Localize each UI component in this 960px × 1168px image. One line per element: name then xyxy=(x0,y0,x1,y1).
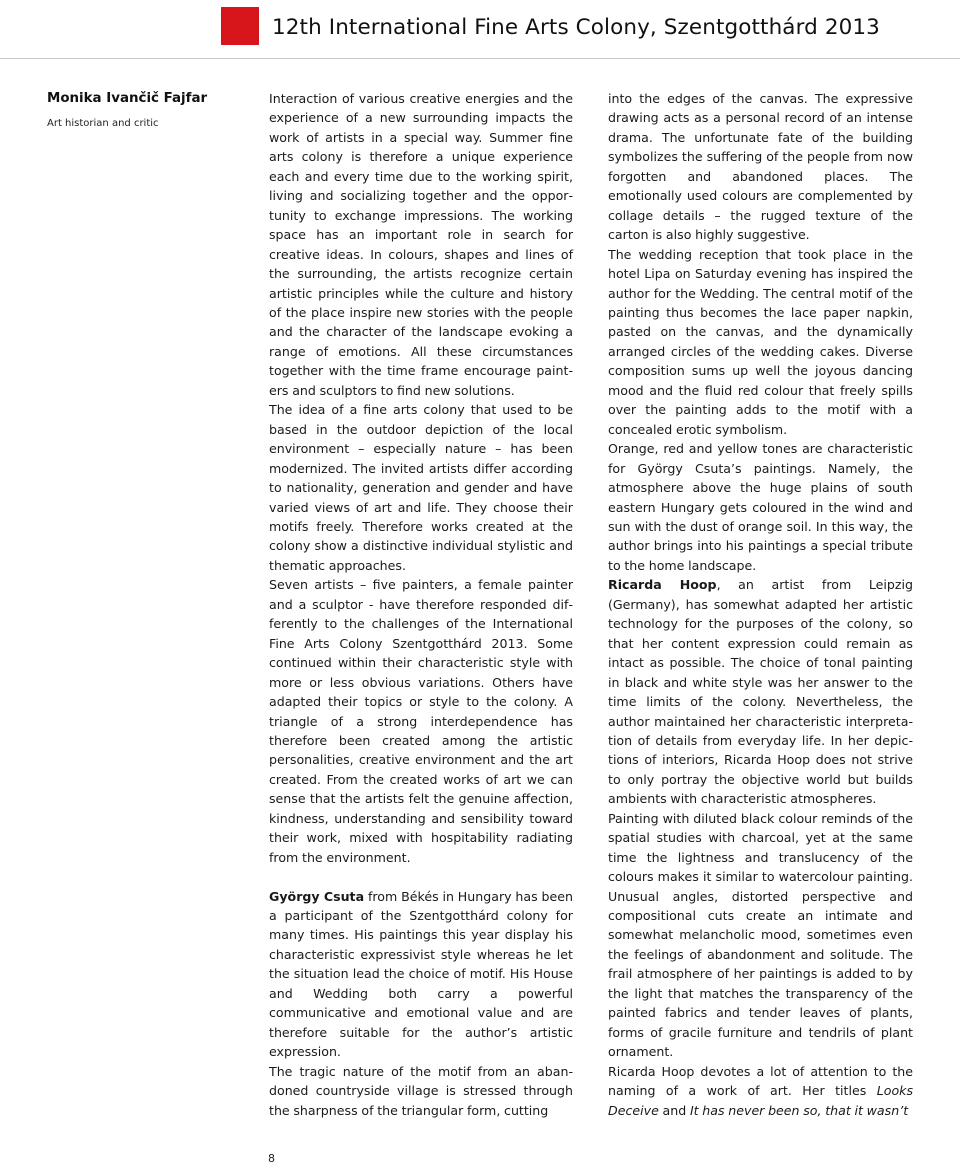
artist-name: György Csuta xyxy=(269,888,365,904)
header-divider xyxy=(0,58,960,59)
paragraph: The tragic nature of the motif from an abandoned countryside village is stressed through the sharpness of the triangular form, cutting xyxy=(269,1063,573,1118)
paragraph-gap xyxy=(269,867,573,886)
artwork-title: Looks Deceive xyxy=(608,1083,913,1118)
header-red-square xyxy=(221,7,259,45)
paragraph: The idea of a fine arts colony that used to be based in the outdoor depiction of the local environment – especially nature – has been modernized. The invited artists differ according to nationality, generation and gender and have varied views of art and life. They choose their motifs freely. Therefore works created at the colony show a distinctive individual stylistic and thematic approaches. xyxy=(269,402,573,573)
author-role: Art historian and critic xyxy=(47,118,159,129)
artist-name: Ricarda Hoop xyxy=(608,577,717,593)
paragraph xyxy=(608,1062,913,1120)
paragraph: The wedding reception that took place in the hotel Lipa on Saturday evening has inspired the author for the Wedding. The central motif of the painting thus becomes the lace paper napkin, pasted on the canvas, and the dynamically arranged circles of the wedding cakes. Diverse composition sums up well the joyous dancing mood and the fluid red colour that freely spills over the painting adds to the motif with a concealed erotic symbolism. xyxy=(608,246,913,437)
page-number: 8 xyxy=(268,1152,275,1165)
paragraph-text: Ricarda Hoop devotes a lot of attention to the naming of a work of art. Her titles xyxy=(608,1063,913,1099)
paragraph: Orange, red and yellow tones are characteristic for György Csuta’s paintings. Namely, the atmosphere above the huge plains of south eastern Hungary gets coloured in the wind and sun with the dust of orange soil. In this way, the author brings into his paintings a special tribute to the home landscape. xyxy=(608,441,913,573)
paragraph xyxy=(269,887,573,1062)
text-column-left xyxy=(269,89,573,1120)
paragraph: into the edges of the canvas. The expressive drawing acts as a personal record of an intense drama. The unfortunate fate of the building symbolizes the suffering of the people from now forgotten and abandoned places. The emotionally used colours are complemented by collage details – the rugged texture of the carton is also highly suggestive. xyxy=(608,91,913,243)
author-name: Monika Ivančič Fajfar xyxy=(47,91,208,106)
header-title: 12th International Fine Arts Colony, Szentgotthárd 2013 xyxy=(272,15,880,40)
text-column-right xyxy=(608,89,913,1120)
paragraph: Interaction of various creative energies and the experience of a new surrounding impacts the work of artists in a special way. Summer fine arts colony is therefore a unique experience each and every time due to the working spirit, living and socializing together and the opportunity to exchange impressions. The working space has an important role in search for creative ideas. In colours, shapes and lines of the surrounding, the artists recognize certain artistic principles while the culture and history of the place inspire new stories with the people and the character of the landscape evoking a range of emotions. All these circumstances together with the time frame encourage painters and sculptors to find new solutions. xyxy=(269,91,573,398)
paragraph-text: and xyxy=(658,1102,690,1118)
paragraph: Seven artists – five painters, a female painter and a sculptor - have therefore responded differently to the challenges of the International Fine Arts Colony Szentgotthárd 2013. Some continued within their characteristic style with more or less obvious variations. Others have adapted their topics or style to the colony. A triangle of a strong interdependence has therefore been created among the artistic personalities, creative environment and the art created. From the created works of art we can sense that the artists felt the genuine affection, kindness, understanding and sensibility toward their work, mixed with hospitability radiating from the environment. xyxy=(269,577,573,865)
artwork-title: It has never been so, that it wasn’t xyxy=(689,1102,909,1118)
paragraph: Painting with diluted black colour reminds of the spatial studies with charcoal, yet at the same time the lightness and translucency of the colours makes it similar to watercolour painting. Unusual angles, distorted perspective and compositional cuts create an intimate and somewhat melancholic mood, sometimes even the feelings of abandonment and solitude. The frail atmosphere of her paintings is added to by the light that matches the transparency of the painted fabrics and tender leaves of plants, forms of gracile furniture and tendrils of plant ornament. xyxy=(608,810,913,1060)
paragraph-text: from Békés in Hungary has been a participant of the Szentgotthárd colony for many times. His paintings this year display his characteristic expressivist style whereas he let the situation lead the choice of motif. His House and Wedding both carry a powerful communicative and emotional value and are therefore suitable for the author’s artistic expression. xyxy=(269,888,573,1060)
paragraph xyxy=(608,575,913,808)
paragraph-text: , an artist from Leipzig (Germany), has somewhat adapted her artistic technology for the purposes of the colony, so that her content expression could remain as intact as possible. The choice of tonal painting in black and white style was her answer to the time limits of the colony. Nevertheless, the author maintained her characteristic interpretation of details from everyday life. In her depictions of interiors, Ricarda Hoop does not strive to only portray the objective world but builds ambients with characteristic atmospheres. xyxy=(608,577,913,807)
